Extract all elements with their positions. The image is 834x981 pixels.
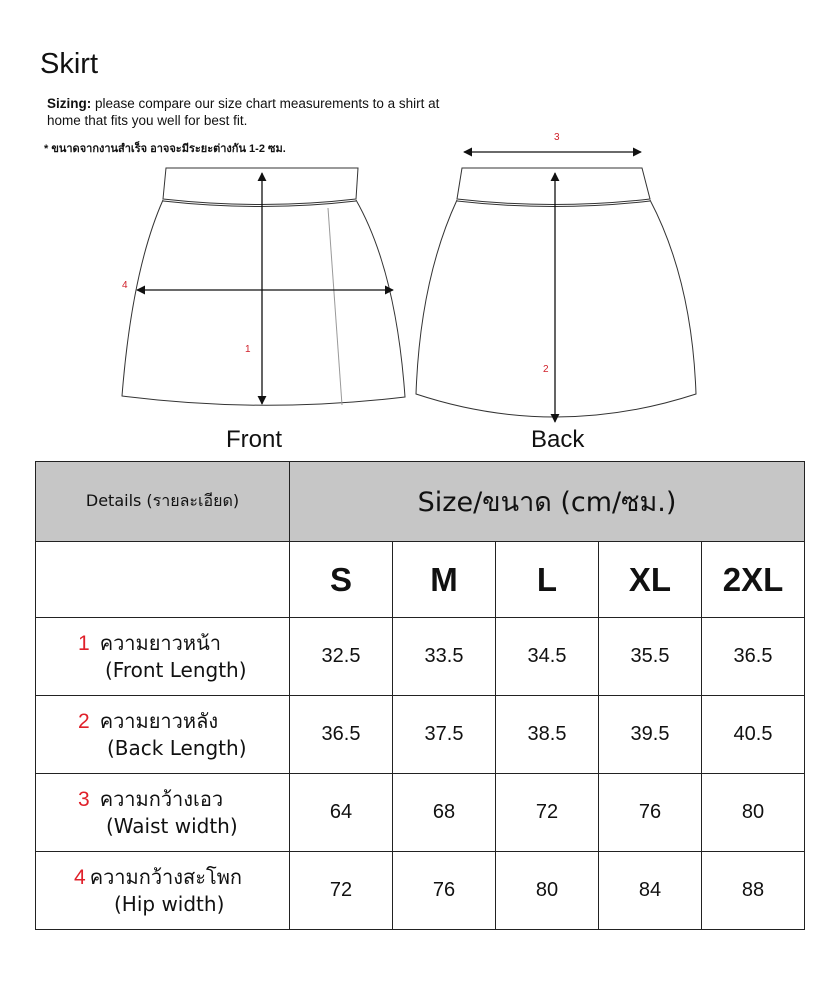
row-number: 1: [78, 632, 90, 655]
table-cell: 35.5: [599, 618, 702, 696]
size-m: M: [393, 542, 496, 618]
table-cell: 68: [393, 774, 496, 852]
size-2xl: 2XL: [702, 542, 805, 618]
size-s: S: [290, 542, 393, 618]
row-label: [36, 696, 290, 774]
marker-3: 3: [554, 132, 560, 143]
table-cell: 64: [290, 774, 393, 852]
table-cell: 80: [702, 774, 805, 852]
details-header: Details (รายละเอียด): [36, 462, 290, 542]
back-skirt-drawing: [416, 168, 696, 417]
row-label: [36, 852, 290, 930]
row-english-label: (Front Length): [105, 658, 247, 682]
row-number: 3: [78, 788, 90, 811]
row-english-label: (Back Length): [107, 736, 247, 760]
table-cell: 34.5: [496, 618, 599, 696]
table-cell: 37.5: [393, 696, 496, 774]
table-row-back-length: [36, 696, 805, 774]
table-cell: 33.5: [393, 618, 496, 696]
table-cell: 76: [393, 852, 496, 930]
row-thai-label: ความกว้างสะโพก: [89, 865, 243, 889]
size-xl: XL: [599, 542, 702, 618]
size-header: Size/ขนาด (cm/ซม.): [290, 462, 805, 542]
size-names-row: [36, 542, 805, 618]
table-row-hip-width: [36, 852, 805, 930]
page-title: Skirt: [40, 48, 98, 80]
table-cell: 72: [290, 852, 393, 930]
table-header-row: [36, 462, 805, 542]
table-cell: 84: [599, 852, 702, 930]
table-cell: 72: [496, 774, 599, 852]
row-label: [36, 774, 290, 852]
row-number: 2: [78, 710, 90, 733]
table-cell: 36.5: [702, 618, 805, 696]
row-thai-label: ความยาวหน้า: [99, 631, 221, 655]
row-thai-label: ความกว้างเอว: [99, 787, 224, 811]
marker-1: 1: [245, 344, 251, 355]
empty-cell: [36, 542, 290, 618]
row-english-label: (Waist width): [106, 814, 238, 838]
marker-2: 2: [543, 364, 549, 375]
table-cell: 40.5: [702, 696, 805, 774]
table-row-front-length: [36, 618, 805, 696]
size-chart-table: [35, 461, 805, 930]
row-label: [36, 618, 290, 696]
front-skirt-drawing: [122, 168, 405, 405]
skirt-diagram: [0, 0, 834, 460]
row-english-label: (Hip width): [114, 892, 225, 916]
table-row-waist-width: [36, 774, 805, 852]
table-cell: 38.5: [496, 696, 599, 774]
front-label: Front: [226, 426, 283, 453]
table-cell: 39.5: [599, 696, 702, 774]
table-cell: 32.5: [290, 618, 393, 696]
sizing-text: please compare our size chart measurements to a shirt at home that fits you well for best fit.: [47, 96, 440, 128]
measurement-note: * ขนาดจากงานสำเร็จ อาจจะมีระยะต่างกัน 1-2 ซม.: [44, 143, 286, 155]
sizing-label: Sizing:: [47, 96, 92, 111]
size-l: L: [496, 542, 599, 618]
row-thai-label: ความยาวหลัง: [99, 709, 219, 733]
table-cell: 80: [496, 852, 599, 930]
row-number: 4: [74, 866, 86, 889]
table-cell: 76: [599, 774, 702, 852]
table-cell: 88: [702, 852, 805, 930]
table-cell: 36.5: [290, 696, 393, 774]
back-label: Back: [531, 426, 585, 453]
marker-4: 4: [122, 280, 128, 291]
